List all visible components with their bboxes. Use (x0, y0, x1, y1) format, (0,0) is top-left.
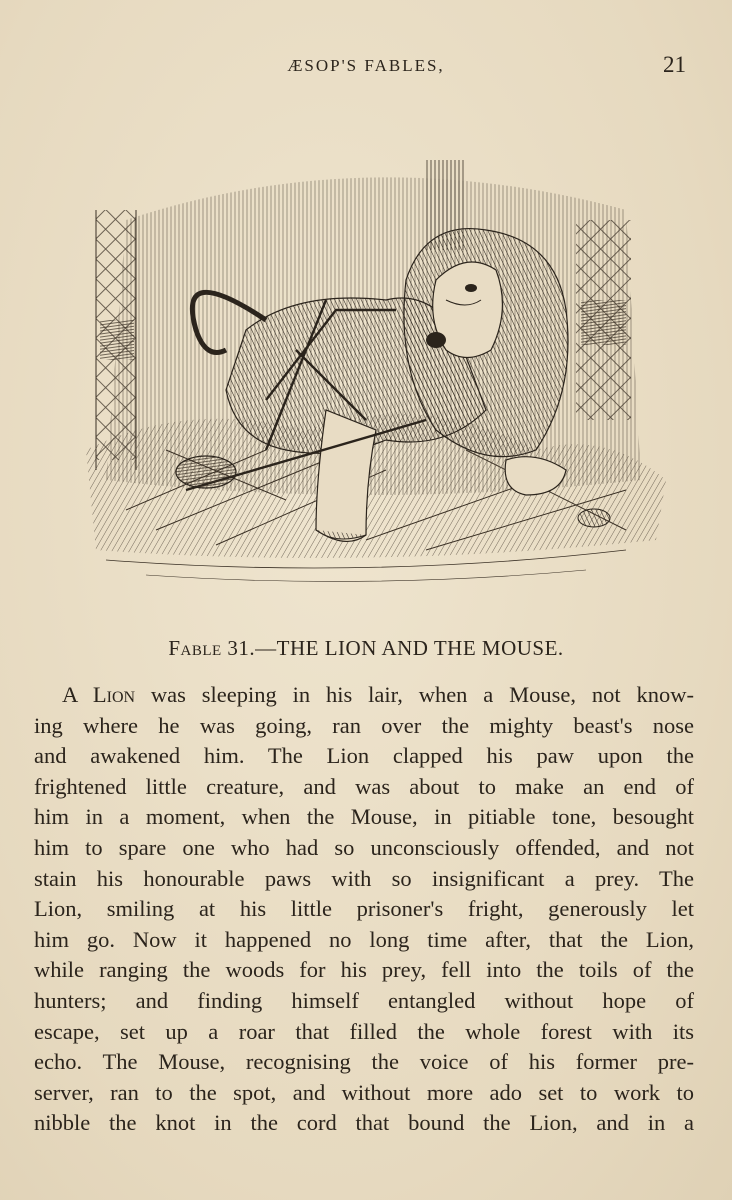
running-title: ÆSOP'S FABLES, (287, 56, 445, 75)
body-line: escape, set up a roar that filled the whole forest with its (34, 1018, 694, 1044)
body-line: nibble the knot in the cord that bound the Lion, and in a (34, 1110, 694, 1136)
body-line: server, ran to the spot, and without more ado set to work to (34, 1079, 694, 1105)
body-line: hunters; and finding himself entangled without hope of (34, 987, 694, 1013)
body-line: Lion, smiling at his little prisoner's fright, generously let (34, 896, 694, 922)
lead-word: A Lion (62, 682, 136, 707)
body-line: ing where he was going, ran over the mighty beast's nose (34, 712, 694, 738)
fable-number-title: 31.—THE LION AND THE MOUSE. (227, 636, 564, 660)
body-line: while ranging the woods for his prey, fell into the toils of the (34, 957, 694, 983)
page-number: 21 (663, 52, 686, 77)
fable-title (0, 636, 732, 661)
body-line: stain his honourable paws with so insignificant a prey. The (34, 865, 694, 891)
lion-net-engraving (66, 150, 666, 590)
body-line: frightened little creature, and was about to make an end of (34, 773, 694, 799)
fable-label: Fable (168, 636, 222, 660)
body-line: him to spare one who had so unconsciously offended, and not (34, 834, 694, 860)
body-line: echo. The Mouse, recognising the voice of his former pre- (34, 1049, 694, 1075)
body-line: A Lion was sleeping in his lair, when a Mouse, not know- (62, 682, 694, 707)
body-line: him go. Now it happened no long time after, that the Lion, (34, 926, 694, 952)
running-head (0, 52, 732, 76)
fable-body (34, 680, 694, 1139)
body-line: and awakened him. The Lion clapped his paw upon the (34, 743, 694, 769)
body-line: him in a moment, when the Mouse, in pitiable tone, besought (34, 804, 694, 830)
